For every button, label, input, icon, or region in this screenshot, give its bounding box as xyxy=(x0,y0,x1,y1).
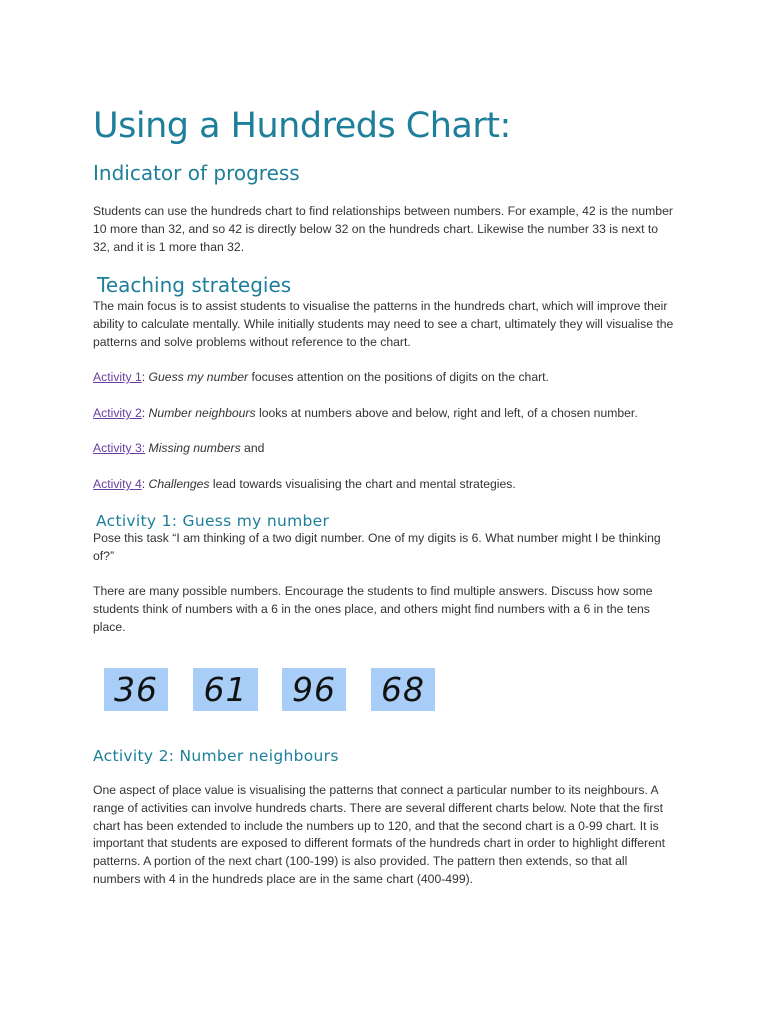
activity-2-paragraph: One aspect of place value is visualising the patterns that connect a particular number to its neighbours. A range of activities can involve hundreds charts. There are several different charts below. Note that the first chart has been extended to include the numbers up to 120, and that the second chart is a 0-99 chart. It is important that students are exposed to different formats of the hundreds chart in order to highlight different patterns. A portion of the next chart (100-199) is also provided. The pattern then extends, so that all numbers with 4 in the hundreds place are in the same chart (400-499). xyxy=(93,783,666,886)
activity-1-task-paragraph: Pose this task “I am thinking of a two digit number. One of my digits is 6. What number might I be thinking of?” xyxy=(93,531,661,563)
activity-1-sep: : xyxy=(141,370,149,384)
activity-1-link[interactable]: Activity 1 xyxy=(93,370,142,384)
number-card-2: 61 xyxy=(193,668,258,711)
activity-4-link[interactable]: Activity 4 xyxy=(93,477,142,491)
activity-list-item-3 xyxy=(93,440,678,458)
page-title: Using a Hundreds Chart: xyxy=(93,106,511,146)
activity-1-discussion-paragraph: There are many possible numbers. Encourage the students to find multiple answers. Discuss how some students think of numbers with a 6 in the ones place, and others might find numbers with a 6 in the tens place. xyxy=(93,584,653,634)
activity-1-name: Guess my number xyxy=(148,370,249,384)
indicator-heading: Indicator of progress xyxy=(93,161,300,185)
activity-4-sep: : xyxy=(141,477,149,491)
activity-1-description: focuses attention on the positions of digits on the chart. xyxy=(248,370,549,384)
number-card-3: 96 xyxy=(282,668,346,711)
activity-4-name: Challenges xyxy=(148,477,210,491)
activity-1-heading: Activity 1: Guess my number xyxy=(96,512,330,530)
activity-list-item-1 xyxy=(93,369,678,387)
activity-list-item-4 xyxy=(93,476,678,494)
teaching-paragraph: The main focus is to assist students to visualise the patterns in the hundreds chart, which will improve their ability to calculate mentally. While initially students may need to see a chart, ultimately they will visualise the patterns and solve problems without reference to the chart. xyxy=(93,299,674,349)
activity-4-description: lead towards visualising the chart and mental strategies. xyxy=(209,477,516,491)
teaching-heading: Teaching strategies xyxy=(97,273,292,297)
activity-3-description: and xyxy=(240,441,265,455)
number-card-4: 68 xyxy=(371,668,435,711)
activity-2-heading: Activity 2: Number neighbours xyxy=(93,747,339,765)
activity-2-link[interactable]: Activity 2 xyxy=(93,406,142,420)
activity-3-name: Missing numbers xyxy=(148,441,241,455)
activity-2-description: looks at numbers above and below, right and left, of a chosen number. xyxy=(255,406,638,420)
indicator-paragraph: Students can use the hundreds chart to find relationships between numbers. For example, 42 is the number 10 more than 32, and so 42 is directly below 32 on the hundreds chart. Likewise the number 33 is next to 32, and it is 1 more than 32. xyxy=(93,204,673,254)
activity-2-sep: : xyxy=(141,406,149,420)
activity-list-item-2 xyxy=(93,405,678,423)
activity-2-name: Number neighbours xyxy=(148,406,256,420)
number-card-1: 36 xyxy=(104,668,168,711)
activity-3-link[interactable]: Activity 3: xyxy=(93,441,146,455)
